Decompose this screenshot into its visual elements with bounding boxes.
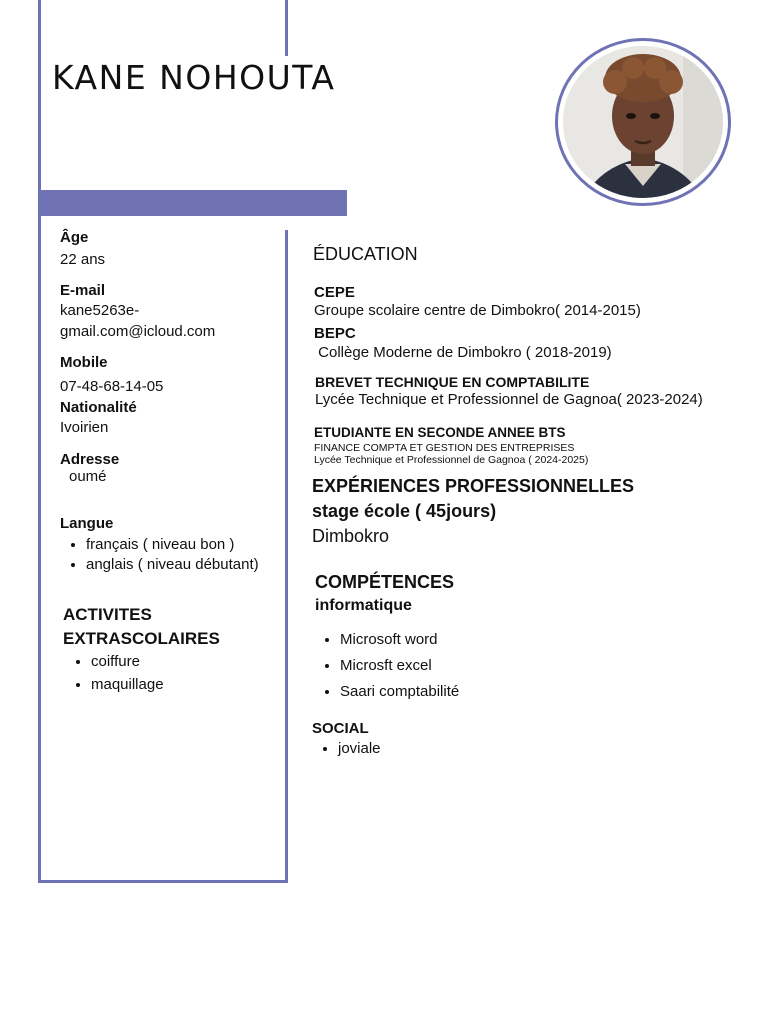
frame-left-line (38, 0, 41, 883)
accent-bar (40, 190, 347, 216)
mobile-value: 07-48-68-14-05 (60, 378, 164, 395)
language-list (60, 535, 259, 575)
education-title: ÉDUCATION (313, 244, 418, 264)
frame-top-right-line (285, 0, 288, 56)
activity-item: • coiffure (91, 650, 164, 673)
brevet-label: BREVET TECHNIQUE EN COMPTABILITE (315, 374, 590, 390)
social-item: • joviale (338, 739, 381, 759)
address-label: Adresse (60, 451, 120, 468)
skill-item: • Microsft excel (340, 653, 459, 679)
email-value-line2: gmail.com@icloud.com (60, 323, 216, 340)
skills-list (314, 627, 459, 705)
language-item: • français ( niveau bon ) (86, 535, 259, 555)
language-label: Langue (60, 515, 114, 532)
bepc-label: BEPC (314, 325, 356, 342)
activities-title (63, 603, 220, 651)
bts-detail-1: FINANCE COMPTA ET GESTION DES ENTREPRISES (314, 442, 575, 454)
skills-title: COMPÉTENCES (315, 572, 455, 592)
age-label: Âge (60, 229, 89, 246)
frame-right-line (285, 230, 288, 883)
mobile-label: Mobile (60, 354, 108, 371)
age-value: 22 ans (60, 251, 106, 268)
nationality-label: Nationalité (60, 399, 137, 416)
address-value: oumé (69, 468, 107, 485)
activity-item: • maquillage (91, 673, 164, 696)
experience-role: stage école ( 45jours) (312, 501, 497, 521)
nationality-value: Ivoirien (60, 419, 109, 436)
skill-item: • Microsoft word (340, 627, 459, 653)
bts-detail-2: Lycée Technique et Professionnel de Gagnoa ( 2024-2025) (314, 454, 589, 466)
skill-item: • Saari comptabilité (340, 679, 459, 705)
cepe-detail: Groupe scolaire centre de Dimbokro( 2014-2015) (314, 302, 641, 319)
language-item: • anglais ( niveau débutant) (86, 555, 259, 575)
social-label: SOCIAL (312, 720, 369, 737)
email-label: E-mail (60, 282, 106, 299)
activities-title-line1: ACTIVITES (63, 605, 152, 624)
skills-subtitle: informatique (315, 597, 412, 614)
experience-place: Dimbokro (312, 526, 390, 546)
profile-photo (563, 46, 723, 198)
frame-bottom-line (38, 880, 288, 883)
email-value-line1: kane5263e- (60, 302, 140, 319)
social-list (312, 739, 381, 759)
bepc-detail: Collège Moderne de Dimbokro ( 2018-2019) (314, 344, 612, 361)
activities-list (65, 650, 164, 696)
experience-title: EXPÉRIENCES PROFESSIONNELLES (312, 476, 635, 496)
brevet-detail: Lycée Technique et Professionnel de Gagnoa( 2023-2024) (315, 391, 703, 408)
bts-label: ETUDIANTE EN SECONDE ANNEE BTS (314, 425, 566, 440)
activities-title-line2: EXTRASCOLAIRES (63, 629, 220, 648)
candidate-name: KANE NOHOUTA (52, 58, 336, 97)
cepe-label: CEPE (314, 284, 355, 301)
